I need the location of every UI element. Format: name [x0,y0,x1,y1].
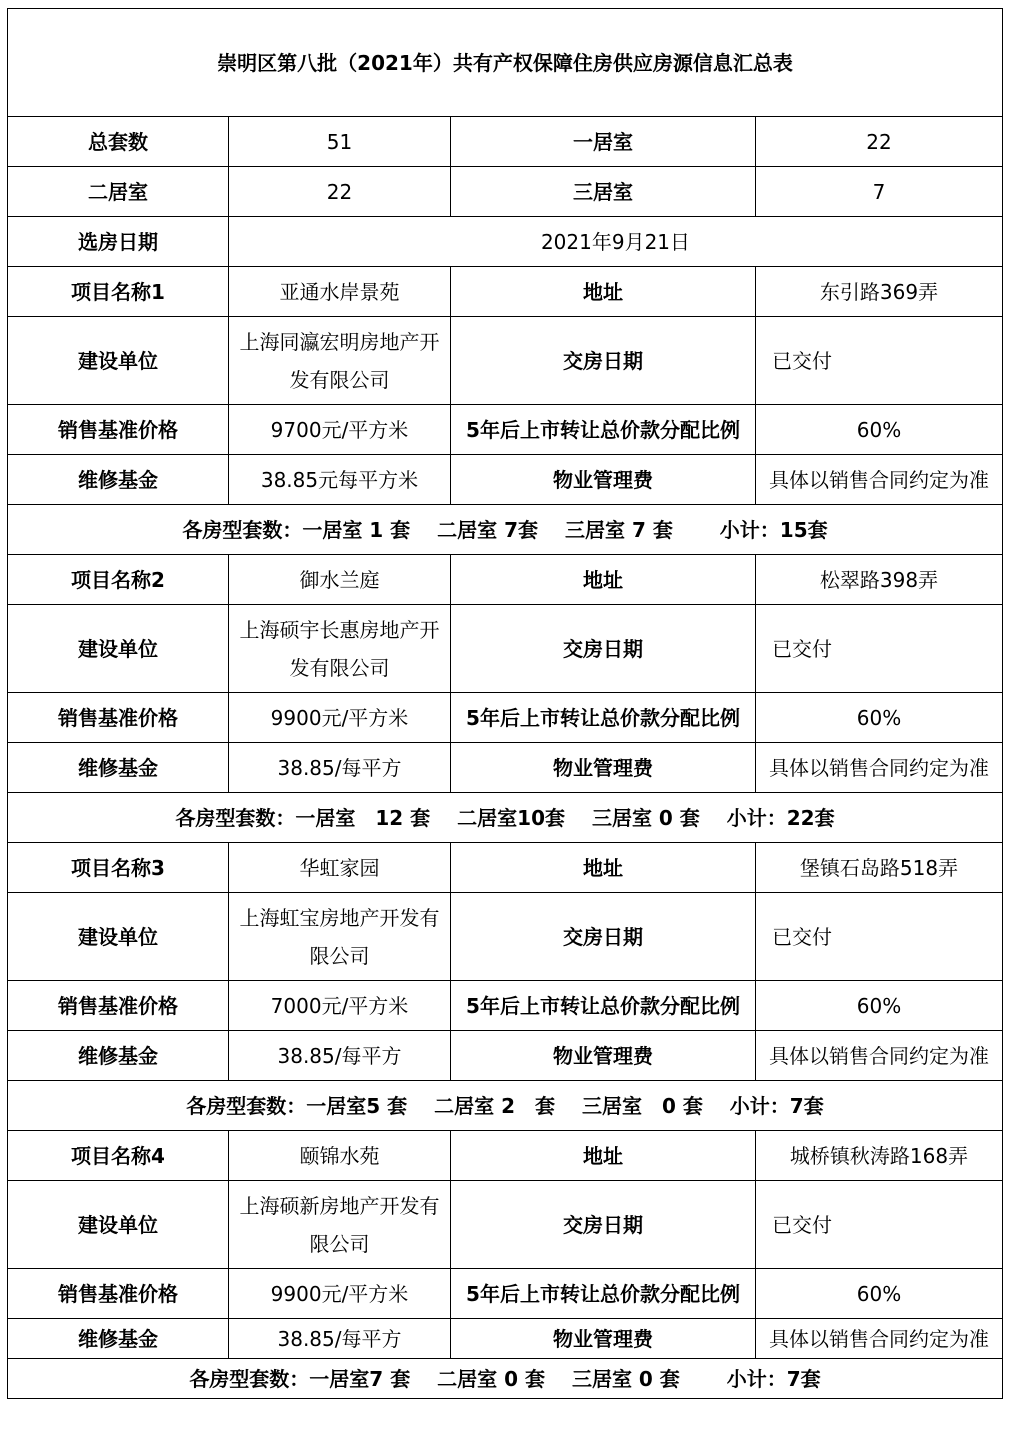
project-3-label: 项目名称3 [8,843,229,893]
two-room-label: 二居室 [8,167,229,217]
project-1-counts: 各房型套数：一居室 1 套 二居室 7套 三居室 7 套 小计：15套 [8,505,1003,555]
project-2-label: 项目名称2 [8,555,229,605]
project-1-address: 东引路369弄 [756,267,1003,317]
housing-summary-table [7,8,1003,1399]
project-1-counts-row [8,505,1003,555]
project-3-price-label: 销售基准价格 [8,981,229,1031]
project-1-price-row [8,405,1003,455]
project-2-ratio-label: 5年后上市转让总价款分配比例 [451,693,756,743]
project-4-ratio: 60% [756,1269,1003,1319]
project-3-name-row [8,843,1003,893]
date-row [8,217,1003,267]
project-2-builder-label: 建设单位 [8,605,229,693]
project-2-address: 松翠路398弄 [756,555,1003,605]
project-4-counts: 各房型套数：一居室7 套 二居室 0 套 三居室 0 套 小计：7套 [8,1359,1003,1399]
project-1-builder-label: 建设单位 [8,317,229,405]
project-2-counts-row [8,793,1003,843]
project-3-price-row [8,981,1003,1031]
project-4-counts-row [8,1359,1003,1399]
project-4-delivery-label: 交房日期 [451,1181,756,1269]
project-2-name-row [8,555,1003,605]
project-3-delivery: 已交付 [756,893,1003,981]
project-1-fund: 38.85元每平方米 [229,455,451,505]
project-3-ratio: 60% [756,981,1003,1031]
project-1-ratio: 60% [756,405,1003,455]
project-4-fund: 38.85/每平方 [229,1319,451,1359]
project-4-price-label: 销售基准价格 [8,1269,229,1319]
project-1-mgmt: 具体以销售合同约定为准 [756,455,1003,505]
table-body [8,9,1003,1399]
project-1-delivery: 已交付 [756,317,1003,405]
project-4-price-row [8,1269,1003,1319]
project-1-delivery-label: 交房日期 [451,317,756,405]
project-4-name-row [8,1131,1003,1181]
project-1-name-row [8,267,1003,317]
project-3-mgmt-label: 物业管理费 [451,1031,756,1081]
project-4-ratio-label: 5年后上市转让总价款分配比例 [451,1269,756,1319]
date-value: 2021年9月21日 [229,217,1003,267]
total-value: 51 [229,117,451,167]
project-4-address-label: 地址 [451,1131,756,1181]
project-3-builder: 上海虹宝房地产开发有限公司 [229,893,451,981]
project-3-counts: 各房型套数：一居室5 套 二居室 2 套 三居室 0 套 小计：7套 [8,1081,1003,1131]
total-label: 总套数 [8,117,229,167]
project-1-ratio-label: 5年后上市转让总价款分配比例 [451,405,756,455]
summary-row-2 [8,167,1003,217]
three-room-value: 7 [756,167,1003,217]
project-1-fund-row [8,455,1003,505]
project-2-delivery-label: 交房日期 [451,605,756,693]
project-3-price: 7000元/平方米 [229,981,451,1031]
one-room-label: 一居室 [451,117,756,167]
project-4-label: 项目名称4 [8,1131,229,1181]
project-2-price-row [8,693,1003,743]
project-4-fund-label: 维修基金 [8,1319,229,1359]
project-2-delivery: 已交付 [756,605,1003,693]
project-2-counts: 各房型套数：一居室 12 套 二居室10套 三居室 0 套 小计：22套 [8,793,1003,843]
one-room-value: 22 [756,117,1003,167]
project-3-fund-row [8,1031,1003,1081]
table-title: 崇明区第八批（2021年）共有产权保障住房供应房源信息汇总表 [8,9,1003,117]
project-1-address-label: 地址 [451,267,756,317]
project-1-name: 亚通水岸景苑 [229,267,451,317]
project-2-mgmt: 具体以销售合同约定为准 [756,743,1003,793]
summary-row-1 [8,117,1003,167]
two-room-value: 22 [229,167,451,217]
project-1-builder: 上海同瀛宏明房地产开发有限公司 [229,317,451,405]
project-2-fund-label: 维修基金 [8,743,229,793]
project-3-builder-label: 建设单位 [8,893,229,981]
project-4-builder-row [8,1181,1003,1269]
project-2-builder-row [8,605,1003,693]
project-4-address: 城桥镇秋涛路168弄 [756,1131,1003,1181]
project-3-fund: 38.85/每平方 [229,1031,451,1081]
project-3-name: 华虹家园 [229,843,451,893]
project-1-price: 9700元/平方米 [229,405,451,455]
project-3-builder-row [8,893,1003,981]
project-2-fund-row [8,743,1003,793]
project-2-name: 御水兰庭 [229,555,451,605]
project-4-price: 9900元/平方米 [229,1269,451,1319]
project-3-fund-label: 维修基金 [8,1031,229,1081]
project-1-mgmt-label: 物业管理费 [451,455,756,505]
project-2-address-label: 地址 [451,555,756,605]
project-3-delivery-label: 交房日期 [451,893,756,981]
project-3-address: 堡镇石岛路518弄 [756,843,1003,893]
three-room-label: 三居室 [451,167,756,217]
project-1-builder-row [8,317,1003,405]
project-4-fund-row [8,1319,1003,1359]
project-1-price-label: 销售基准价格 [8,405,229,455]
project-3-counts-row [8,1081,1003,1131]
project-2-price-label: 销售基准价格 [8,693,229,743]
project-3-ratio-label: 5年后上市转让总价款分配比例 [451,981,756,1031]
project-4-builder: 上海硕新房地产开发有限公司 [229,1181,451,1269]
project-2-fund: 38.85/每平方 [229,743,451,793]
project-3-address-label: 地址 [451,843,756,893]
project-3-mgmt: 具体以销售合同约定为准 [756,1031,1003,1081]
project-4-name: 颐锦水苑 [229,1131,451,1181]
project-1-fund-label: 维修基金 [8,455,229,505]
project-4-mgmt: 具体以销售合同约定为准 [756,1319,1003,1359]
title-row [8,9,1003,117]
project-4-mgmt-label: 物业管理费 [451,1319,756,1359]
project-4-delivery: 已交付 [756,1181,1003,1269]
project-4-builder-label: 建设单位 [8,1181,229,1269]
project-2-mgmt-label: 物业管理费 [451,743,756,793]
date-label: 选房日期 [8,217,229,267]
project-2-builder: 上海硕宇长惠房地产开发有限公司 [229,605,451,693]
project-2-price: 9900元/平方米 [229,693,451,743]
project-2-ratio: 60% [756,693,1003,743]
project-1-label: 项目名称1 [8,267,229,317]
